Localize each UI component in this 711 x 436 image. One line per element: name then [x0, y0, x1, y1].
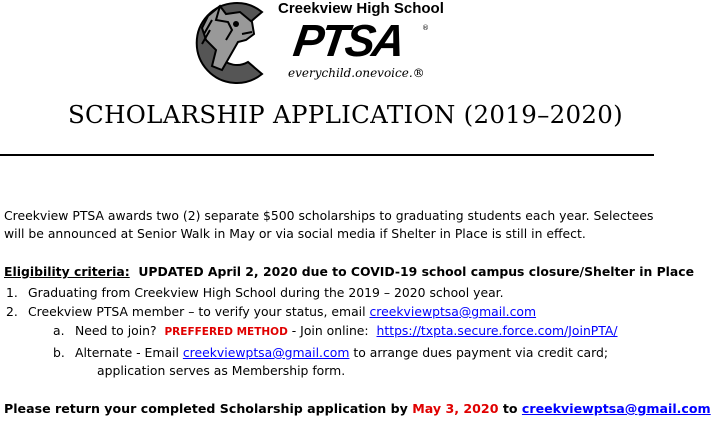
- deadline-date: May 3, 2020: [412, 401, 499, 416]
- sub-item-continuation: application serves as Membership form.: [97, 363, 346, 378]
- return-instruction: [4, 401, 711, 416]
- eligibility-label: Eligibility criteria:: [4, 264, 130, 279]
- sub-item-text: Alternate - Email: [75, 345, 183, 360]
- list-marker: b.: [53, 345, 65, 360]
- intro-paragraph: [4, 207, 653, 243]
- page-title: SCHOLARSHIP APPLICATION (2019–2020): [67, 100, 624, 129]
- list-marker: 1.: [6, 285, 18, 300]
- return-text-mid: to: [498, 401, 522, 416]
- title-divider: [0, 154, 654, 156]
- email-link[interactable]: creekviewptsa@gmail.com: [182, 345, 350, 360]
- intro-line-2: will be announced at Senior Walk in May or via social media if Shelter in Place is still in effect.: [4, 226, 586, 241]
- registered-mark: ®: [422, 24, 429, 32]
- return-text: Please return your completed Scholarship application by: [4, 401, 413, 416]
- list-item-text: Creekview PTSA member – to verify your status, email: [28, 304, 370, 319]
- intro-line-1: Creekview PTSA awards two (2) separate $500 scholarships to graduating students each year. Selectees: [4, 208, 654, 223]
- sub-item-text: Need to join?: [75, 323, 161, 338]
- eligibility-heading: [4, 263, 694, 281]
- list-item: [6, 284, 504, 302]
- return-email-link[interactable]: creekviewptsa@gmail.com: [521, 401, 711, 416]
- join-pta-link[interactable]: https://txpta.secure.force.com/JoinPTA/: [376, 323, 618, 338]
- list-item: [6, 303, 537, 321]
- eligibility-update: UPDATED April 2, 2020 due to COVID-19 school campus closure/Shelter in Place: [138, 264, 695, 279]
- sub-item-text-after: - Join online:: [287, 323, 373, 338]
- list-item-text: Graduating from Creekview High School during the 2019 – 2020 school year.: [28, 285, 504, 300]
- preferred-method-label: PREFFERED METHOD: [164, 326, 288, 338]
- ptsa-tagline: everychild.onevoice.®: [288, 66, 425, 80]
- sub-list-item: [53, 322, 618, 341]
- list-marker: a.: [53, 323, 65, 338]
- sub-list-item: [53, 344, 609, 362]
- email-link[interactable]: creekviewptsa@gmail.com: [369, 304, 537, 319]
- list-marker: 2.: [6, 304, 18, 319]
- school-name: Creekview High School: [278, 0, 444, 17]
- mustang-logo-icon: [182, 0, 276, 84]
- sub-item-text-after: to arrange dues payment via credit card;: [349, 345, 609, 360]
- ptsa-logo-text: PTSA: [290, 15, 406, 66]
